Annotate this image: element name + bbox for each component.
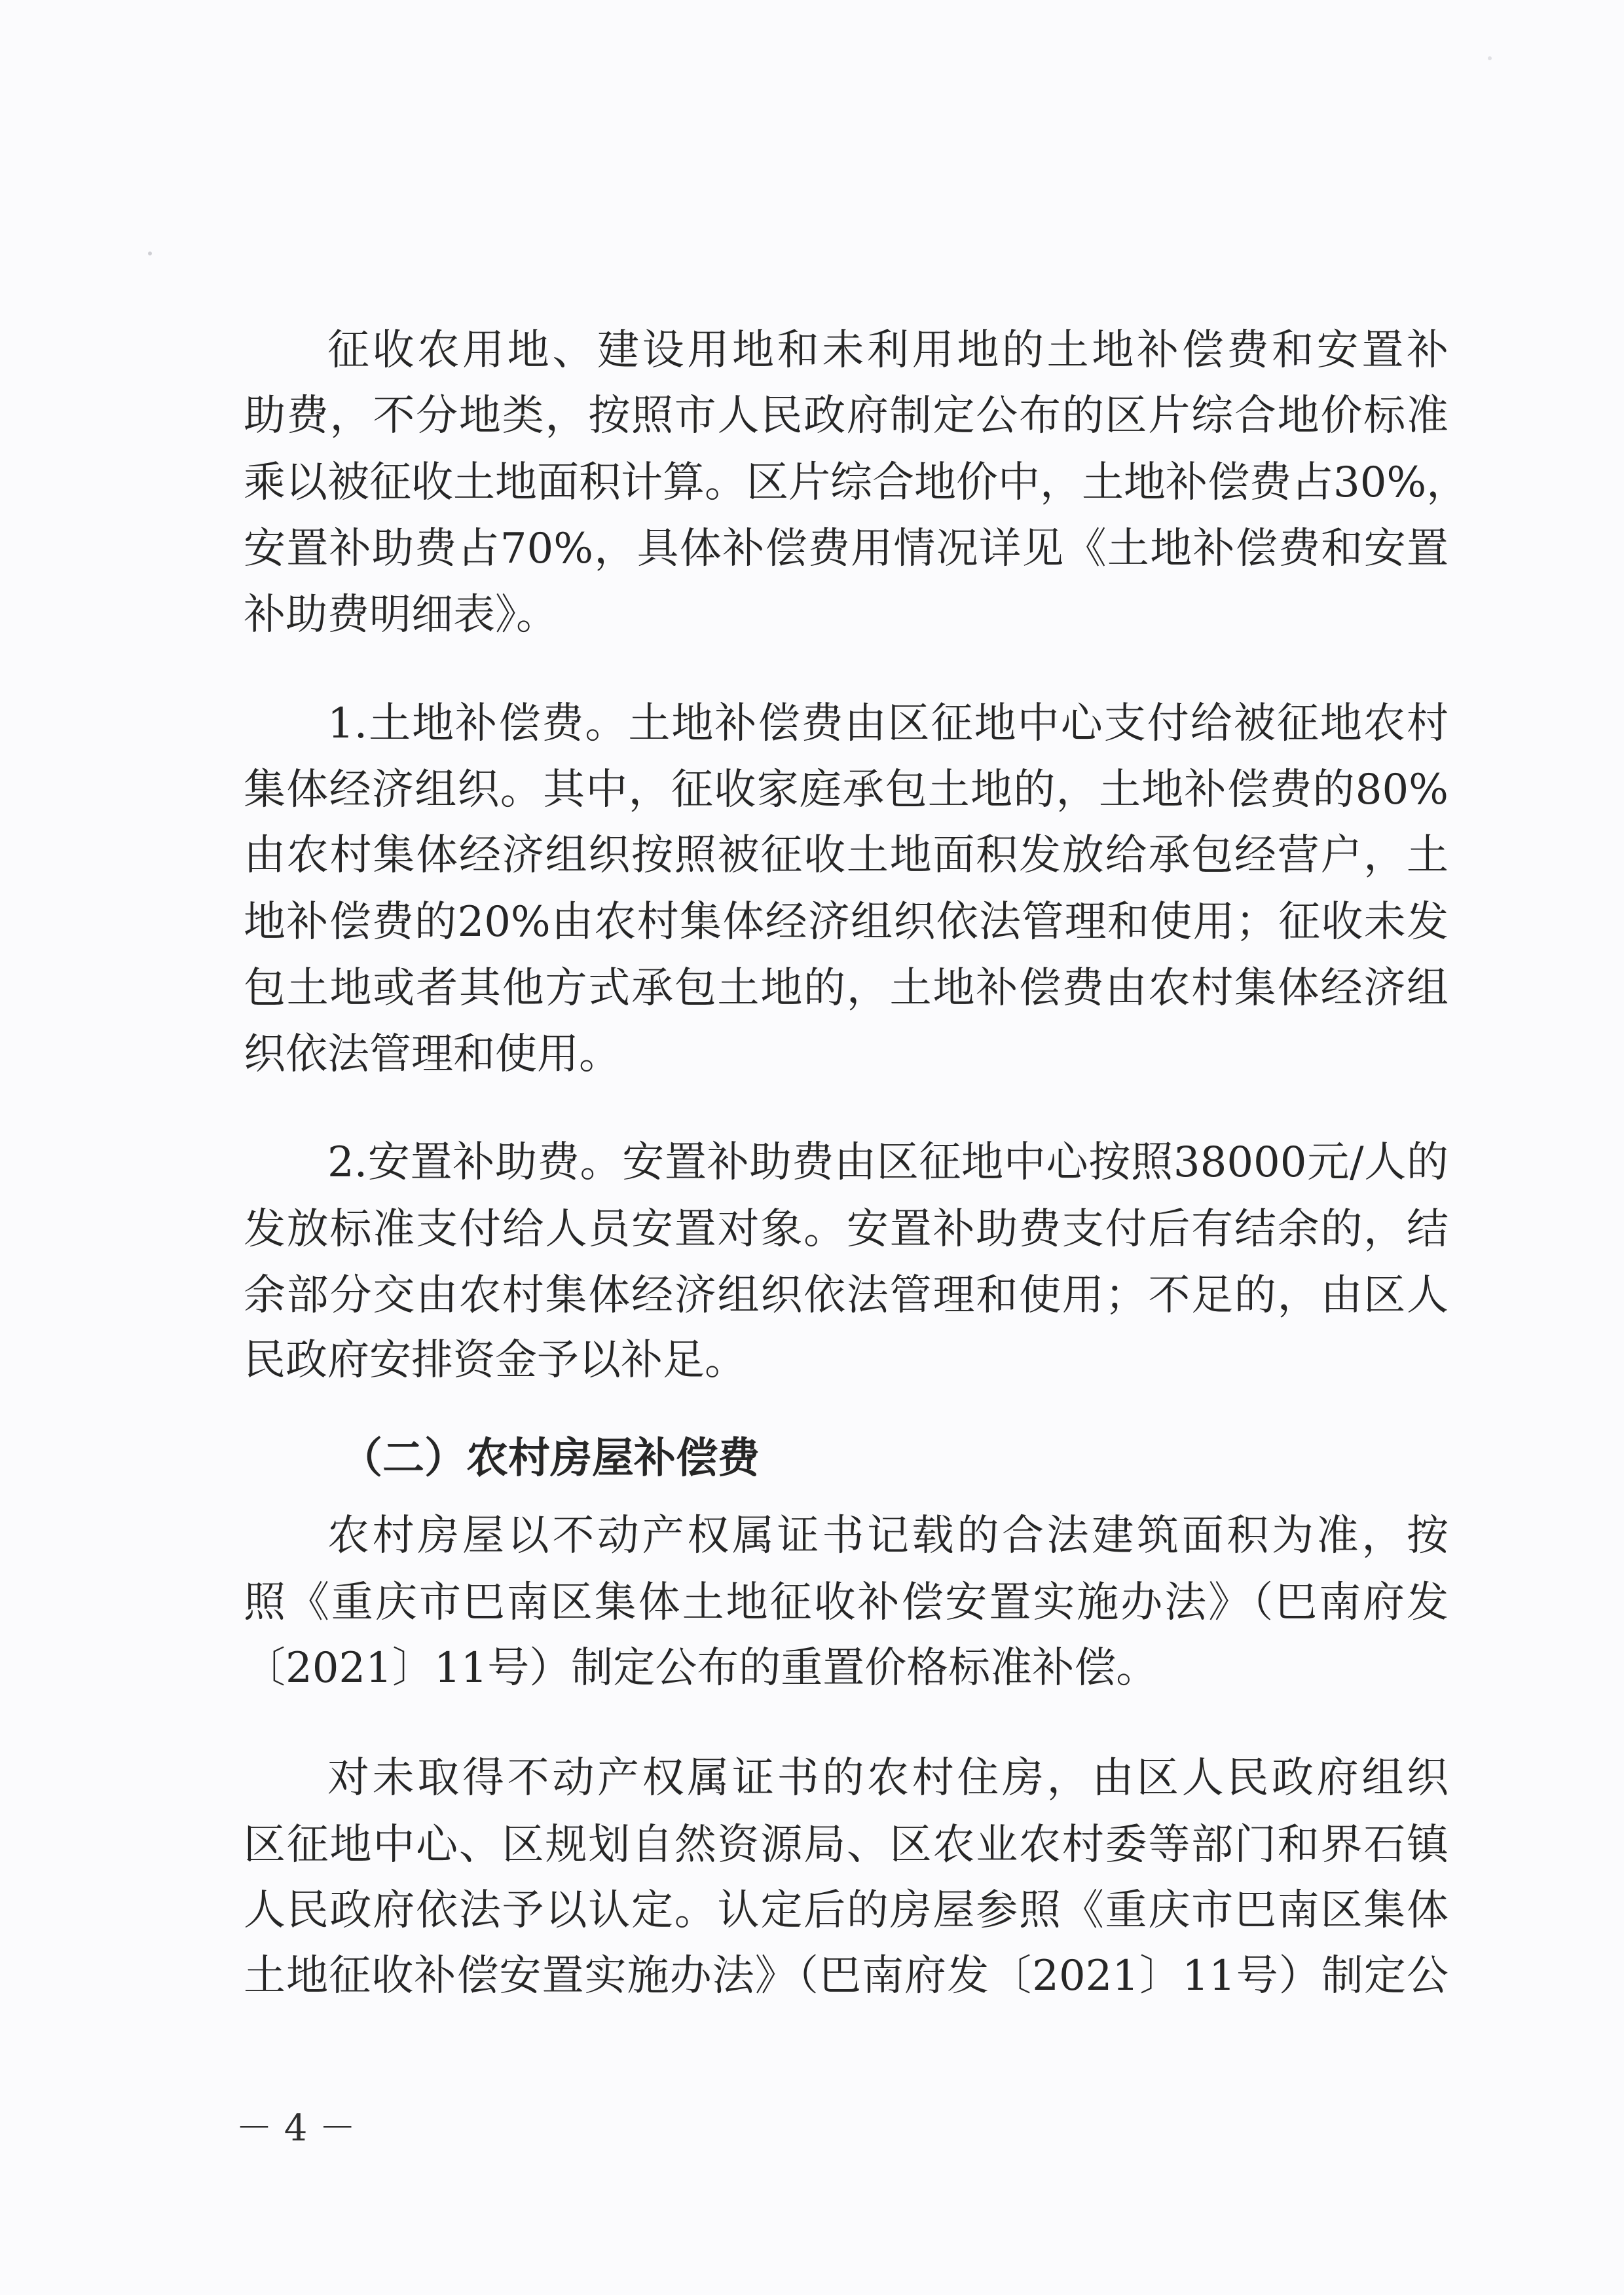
text-line: 土地征收补偿安置实施办法》（巴南府发〔2021〕11号）制定公 xyxy=(244,1952,1449,2000)
text-line: 人民政府依法予以认定。认定后的房屋参照《重庆市巴南区集体 xyxy=(244,1886,1449,1935)
text-line: 照《重庆市巴南区集体土地征收补偿安置实施办法》（巴南府发 xyxy=(244,1578,1449,1627)
text-line: 2.安置补助费。安置补助费由区征地中心按照38000元/人的 xyxy=(327,1138,1449,1187)
text-line: 包土地或者其他方式承包土地的，土地补偿费由农村集体经济组 xyxy=(244,964,1449,1013)
text-line: 发放标准支付给人员安置对象。安置补助费支付后有结余的，结 xyxy=(244,1205,1449,1254)
text-line: 区征地中心、区规划自然资源局、区农业农村委等部门和界石镇 xyxy=(244,1821,1449,1869)
text-line: 对未取得不动产权属证书的农村住房，由区人民政府组织 xyxy=(327,1754,1449,1802)
scan-speck xyxy=(148,252,152,255)
text-line: 〔2021〕11号）制定公布的重置价格标准补偿。 xyxy=(244,1644,1158,1692)
text-line: 余部分交由农村集体经济组织依法管理和使用；不足的，由区人 xyxy=(244,1271,1449,1320)
text-line: 民政府安排资金予以补足。 xyxy=(244,1336,747,1385)
text-line: 征收农用地、建设用地和未利用地的土地补偿费和安置补 xyxy=(327,326,1449,375)
text-line: 由农村集体经济组织按照被征收土地面积发放给承包经营户，土 xyxy=(244,831,1449,880)
text-line: 农村房屋以不动产权属证书记载的合法建筑面积为准，按 xyxy=(327,1512,1449,1560)
text-line: 安置补助费占70%，具体补偿费用情况详见《土地补偿费和安置 xyxy=(244,525,1449,573)
page-number: － 4 － xyxy=(236,2107,356,2150)
text-line: 助费，不分地类，按照市人民政府制定公布的区片综合地价标准 xyxy=(244,392,1449,440)
section-heading: （二）农村房屋补偿费 xyxy=(341,1434,760,1483)
text-line: 地补偿费的20%由农村集体经济组织依法管理和使用；征收未发 xyxy=(244,898,1449,946)
text-line: 补助费明细表》。 xyxy=(244,591,558,639)
text-line: 集体经济组织。其中，征收家庭承包土地的，土地补偿费的80% xyxy=(244,766,1449,814)
text-line: 1.土地补偿费。土地补偿费由区征地中心支付给被征地农村 xyxy=(327,700,1449,748)
text-line: 乘以被征收土地面积计算。区片综合地价中，土地补偿费占30%， xyxy=(244,458,1469,507)
scan-speck xyxy=(1488,56,1492,60)
text-line: 织依法管理和使用。 xyxy=(244,1030,621,1079)
